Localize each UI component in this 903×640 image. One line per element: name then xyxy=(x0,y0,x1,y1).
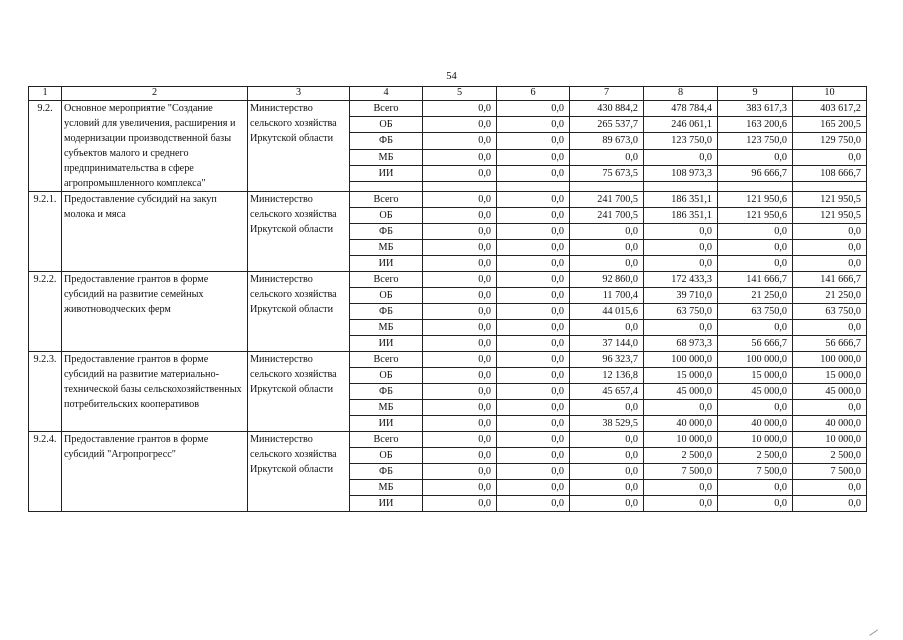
amount-cell: 0,0 xyxy=(718,400,793,416)
funding-source: Всего xyxy=(350,352,423,368)
amount-cell: 186 351,1 xyxy=(644,208,718,224)
item-code: 9.2.1. xyxy=(29,192,62,272)
amount-cell: 0,0 xyxy=(793,240,867,256)
amount-cell: 37 144,0 xyxy=(570,336,644,352)
amount-cell: 2 500,0 xyxy=(793,448,867,464)
amount-cell: 141 666,7 xyxy=(718,272,793,288)
amount-cell: 0,0 xyxy=(570,240,644,256)
amount-cell: 0,0 xyxy=(793,400,867,416)
amount-cell: 172 433,3 xyxy=(644,272,718,288)
funding-source: ФБ xyxy=(350,133,423,149)
amount-cell: 0,0 xyxy=(570,256,644,272)
item-code: 9.2. xyxy=(29,101,62,192)
amount-cell: 0,0 xyxy=(644,400,718,416)
amount-cell: 0,0 xyxy=(423,416,497,432)
amount-cell: 0,0 xyxy=(423,320,497,336)
amount-cell: 15 000,0 xyxy=(644,368,718,384)
amount-cell: 10 000,0 xyxy=(718,432,793,448)
amount-cell: 96 323,7 xyxy=(570,352,644,368)
table-row xyxy=(29,352,867,368)
funding-source: МБ xyxy=(350,240,423,256)
amount-cell: 45 000,0 xyxy=(644,384,718,400)
amount-cell: 38 529,5 xyxy=(570,416,644,432)
amount-cell: 121 950,5 xyxy=(793,208,867,224)
amount-cell: 0,0 xyxy=(497,240,570,256)
amount-cell: 56 666,7 xyxy=(718,336,793,352)
amount-cell: 0,0 xyxy=(497,165,570,181)
amount-cell: 0,0 xyxy=(423,133,497,149)
amount-cell: 0,0 xyxy=(497,256,570,272)
item-name: Основное мероприятие "Создание условий для увеличения, расширения и модернизации производственной базы субъектов малого и среднего предпринимательства в сфере агропромышленного комплекса" xyxy=(62,101,248,192)
amount-cell: 0,0 xyxy=(718,320,793,336)
amount-cell: 265 537,7 xyxy=(570,117,644,133)
amount-cell: 0,0 xyxy=(718,149,793,165)
column-header: 10 xyxy=(793,87,867,101)
amount-cell: 108 973,3 xyxy=(644,165,718,181)
amount-cell: 100 000,0 xyxy=(644,352,718,368)
amount-cell: 123 750,0 xyxy=(644,133,718,149)
empty-cell xyxy=(423,181,497,191)
amount-cell: 0,0 xyxy=(423,165,497,181)
item-executor: Министерство сельского хозяйства Иркутской области xyxy=(248,192,350,272)
budget-table xyxy=(28,86,867,512)
amount-cell: 0,0 xyxy=(497,192,570,208)
item-name: Предоставление субсидий на закуп молока и мяса xyxy=(62,192,248,272)
table-row xyxy=(29,432,867,448)
amount-cell: 246 061,1 xyxy=(644,117,718,133)
amount-cell: 96 666,7 xyxy=(718,165,793,181)
item-executor: Министерство сельского хозяйства Иркутской области xyxy=(248,352,350,432)
amount-cell: 0,0 xyxy=(718,480,793,496)
amount-cell: 0,0 xyxy=(497,432,570,448)
amount-cell: 0,0 xyxy=(423,256,497,272)
amount-cell: 0,0 xyxy=(570,320,644,336)
amount-cell: 44 015,6 xyxy=(570,304,644,320)
amount-cell: 45 657,4 xyxy=(570,384,644,400)
amount-cell: 0,0 xyxy=(497,496,570,512)
amount-cell: 0,0 xyxy=(718,496,793,512)
amount-cell: 0,0 xyxy=(570,480,644,496)
amount-cell: 403 617,2 xyxy=(793,101,867,117)
amount-cell: 0,0 xyxy=(497,368,570,384)
item-executor: Министерство сельского хозяйства Иркутской области xyxy=(248,432,350,512)
column-header: 7 xyxy=(570,87,644,101)
amount-cell: 121 950,6 xyxy=(718,192,793,208)
amount-cell: 0,0 xyxy=(423,448,497,464)
amount-cell: 0,0 xyxy=(423,272,497,288)
amount-cell: 92 860,0 xyxy=(570,272,644,288)
amount-cell: 75 673,5 xyxy=(570,165,644,181)
amount-cell: 39 710,0 xyxy=(644,288,718,304)
amount-cell: 0,0 xyxy=(497,304,570,320)
amount-cell: 0,0 xyxy=(793,224,867,240)
amount-cell: 0,0 xyxy=(423,224,497,240)
amount-cell: 63 750,0 xyxy=(644,304,718,320)
funding-source: Всего xyxy=(350,101,423,117)
funding-source: Всего xyxy=(350,432,423,448)
funding-source: ОБ xyxy=(350,288,423,304)
amount-cell: 0,0 xyxy=(497,416,570,432)
amount-cell: 0,0 xyxy=(644,240,718,256)
amount-cell: 129 750,0 xyxy=(793,133,867,149)
funding-source: ИИ xyxy=(350,336,423,352)
amount-cell: 0,0 xyxy=(423,400,497,416)
amount-cell: 100 000,0 xyxy=(718,352,793,368)
funding-source: ОБ xyxy=(350,368,423,384)
item-code: 9.2.3. xyxy=(29,352,62,432)
amount-cell: 0,0 xyxy=(497,448,570,464)
amount-cell: 0,0 xyxy=(423,496,497,512)
amount-cell: 21 250,0 xyxy=(718,288,793,304)
amount-cell: 0,0 xyxy=(644,320,718,336)
amount-cell: 7 500,0 xyxy=(644,464,718,480)
amount-cell: 0,0 xyxy=(644,149,718,165)
amount-cell: 0,0 xyxy=(497,464,570,480)
amount-cell: 63 750,0 xyxy=(793,304,867,320)
funding-source: ИИ xyxy=(350,256,423,272)
funding-source: Всего xyxy=(350,192,423,208)
amount-cell: 0,0 xyxy=(793,320,867,336)
amount-cell: 0,0 xyxy=(497,384,570,400)
amount-cell: 0,0 xyxy=(423,288,497,304)
amount-cell: 0,0 xyxy=(497,480,570,496)
amount-cell: 0,0 xyxy=(497,272,570,288)
amount-cell: 0,0 xyxy=(497,288,570,304)
amount-cell: 0,0 xyxy=(423,192,497,208)
funding-source: МБ xyxy=(350,320,423,336)
amount-cell: 0,0 xyxy=(497,336,570,352)
amount-cell: 56 666,7 xyxy=(793,336,867,352)
empty-cell xyxy=(350,181,423,191)
amount-cell: 10 000,0 xyxy=(793,432,867,448)
amount-cell: 186 351,1 xyxy=(644,192,718,208)
empty-cell xyxy=(644,181,718,191)
amount-cell: 0,0 xyxy=(423,304,497,320)
amount-cell: 89 673,0 xyxy=(570,133,644,149)
header-row xyxy=(29,87,867,101)
amount-cell: 0,0 xyxy=(497,149,570,165)
amount-cell: 108 666,7 xyxy=(793,165,867,181)
amount-cell: 165 200,5 xyxy=(793,117,867,133)
funding-source: ФБ xyxy=(350,224,423,240)
amount-cell: 163 200,6 xyxy=(718,117,793,133)
amount-cell: 0,0 xyxy=(497,224,570,240)
funding-source: ОБ xyxy=(350,208,423,224)
amount-cell: 45 000,0 xyxy=(718,384,793,400)
amount-cell: 141 666,7 xyxy=(793,272,867,288)
amount-cell: 10 000,0 xyxy=(644,432,718,448)
item-executor: Министерство сельского хозяйства Иркутской области xyxy=(248,101,350,192)
table-row xyxy=(29,192,867,208)
amount-cell: 0,0 xyxy=(718,224,793,240)
amount-cell: 0,0 xyxy=(423,352,497,368)
item-code: 9.2.4. xyxy=(29,432,62,512)
item-name: Предоставление грантов в форме субсидий на развитие материально-технической базы сельскохозяйственных потребительских кооперативов xyxy=(62,352,248,432)
empty-cell xyxy=(497,181,570,191)
column-header: 8 xyxy=(644,87,718,101)
amount-cell: 0,0 xyxy=(644,256,718,272)
amount-cell: 0,0 xyxy=(423,117,497,133)
amount-cell: 21 250,0 xyxy=(793,288,867,304)
column-header: 2 xyxy=(62,87,248,101)
empty-cell xyxy=(793,181,867,191)
funding-source: ИИ xyxy=(350,165,423,181)
amount-cell: 241 700,5 xyxy=(570,208,644,224)
amount-cell: 0,0 xyxy=(570,496,644,512)
amount-cell: 68 973,3 xyxy=(644,336,718,352)
amount-cell: 0,0 xyxy=(497,133,570,149)
column-header: 6 xyxy=(497,87,570,101)
amount-cell: 7 500,0 xyxy=(793,464,867,480)
amount-cell: 0,0 xyxy=(793,149,867,165)
amount-cell: 121 950,6 xyxy=(718,208,793,224)
amount-cell: 0,0 xyxy=(570,224,644,240)
table-body xyxy=(29,101,867,512)
amount-cell: 15 000,0 xyxy=(793,368,867,384)
amount-cell: 0,0 xyxy=(570,400,644,416)
empty-cell xyxy=(718,181,793,191)
amount-cell: 0,0 xyxy=(497,101,570,117)
item-code: 9.2.2. xyxy=(29,272,62,352)
amount-cell: 0,0 xyxy=(718,240,793,256)
amount-cell: 0,0 xyxy=(423,464,497,480)
amount-cell: 478 784,4 xyxy=(644,101,718,117)
amount-cell: 2 500,0 xyxy=(644,448,718,464)
column-header: 9 xyxy=(718,87,793,101)
amount-cell: 0,0 xyxy=(497,352,570,368)
amount-cell: 123 750,0 xyxy=(718,133,793,149)
amount-cell: 0,0 xyxy=(793,480,867,496)
amount-cell: 11 700,4 xyxy=(570,288,644,304)
amount-cell: 40 000,0 xyxy=(644,416,718,432)
item-executor: Министерство сельского хозяйства Иркутской области xyxy=(248,272,350,352)
amount-cell: 0,0 xyxy=(570,448,644,464)
table-row xyxy=(29,272,867,288)
amount-cell: 0,0 xyxy=(423,101,497,117)
amount-cell: 2 500,0 xyxy=(718,448,793,464)
funding-source: МБ xyxy=(350,149,423,165)
funding-source: МБ xyxy=(350,400,423,416)
amount-cell: 0,0 xyxy=(423,384,497,400)
amount-cell: 40 000,0 xyxy=(793,416,867,432)
funding-source: ФБ xyxy=(350,384,423,400)
amount-cell: 0,0 xyxy=(497,320,570,336)
amount-cell: 0,0 xyxy=(497,117,570,133)
amount-cell: 0,0 xyxy=(423,480,497,496)
funding-source: ФБ xyxy=(350,464,423,480)
funding-source: МБ xyxy=(350,480,423,496)
amount-cell: 0,0 xyxy=(423,149,497,165)
amount-cell: 0,0 xyxy=(423,240,497,256)
amount-cell: 0,0 xyxy=(423,208,497,224)
column-header: 3 xyxy=(248,87,350,101)
amount-cell: 0,0 xyxy=(570,464,644,480)
item-name: Предоставление грантов в форме субсидий на развитие семейных животноводческих ферм xyxy=(62,272,248,352)
amount-cell: 15 000,0 xyxy=(718,368,793,384)
amount-cell: 121 950,5 xyxy=(793,192,867,208)
funding-source: ИИ xyxy=(350,496,423,512)
page-number: 54 xyxy=(446,71,457,82)
funding-source: ОБ xyxy=(350,448,423,464)
amount-cell: 241 700,5 xyxy=(570,192,644,208)
funding-source: Всего xyxy=(350,272,423,288)
column-header: 4 xyxy=(350,87,423,101)
amount-cell: 12 136,8 xyxy=(570,368,644,384)
column-header: 1 xyxy=(29,87,62,101)
amount-cell: 0,0 xyxy=(793,256,867,272)
table-row xyxy=(29,101,867,117)
column-header: 5 xyxy=(423,87,497,101)
amount-cell: 0,0 xyxy=(644,224,718,240)
amount-cell: 40 000,0 xyxy=(718,416,793,432)
amount-cell: 383 617,3 xyxy=(718,101,793,117)
scan-mark xyxy=(869,629,878,636)
amount-cell: 0,0 xyxy=(423,336,497,352)
amount-cell: 0,0 xyxy=(793,496,867,512)
amount-cell: 100 000,0 xyxy=(793,352,867,368)
funding-source: ОБ xyxy=(350,117,423,133)
amount-cell: 0,0 xyxy=(644,496,718,512)
funding-source: ИИ xyxy=(350,416,423,432)
amount-cell: 0,0 xyxy=(497,400,570,416)
amount-cell: 0,0 xyxy=(718,256,793,272)
funding-source: ФБ xyxy=(350,304,423,320)
amount-cell: 0,0 xyxy=(570,432,644,448)
amount-cell: 45 000,0 xyxy=(793,384,867,400)
amount-cell: 63 750,0 xyxy=(718,304,793,320)
amount-cell: 0,0 xyxy=(497,208,570,224)
amount-cell: 7 500,0 xyxy=(718,464,793,480)
amount-cell: 0,0 xyxy=(644,480,718,496)
amount-cell: 0,0 xyxy=(570,149,644,165)
amount-cell: 0,0 xyxy=(423,432,497,448)
amount-cell: 0,0 xyxy=(423,368,497,384)
empty-cell xyxy=(570,181,644,191)
item-name: Предоставление грантов в форме субсидий "Агропрогресс" xyxy=(62,432,248,512)
amount-cell: 430 884,2 xyxy=(570,101,644,117)
